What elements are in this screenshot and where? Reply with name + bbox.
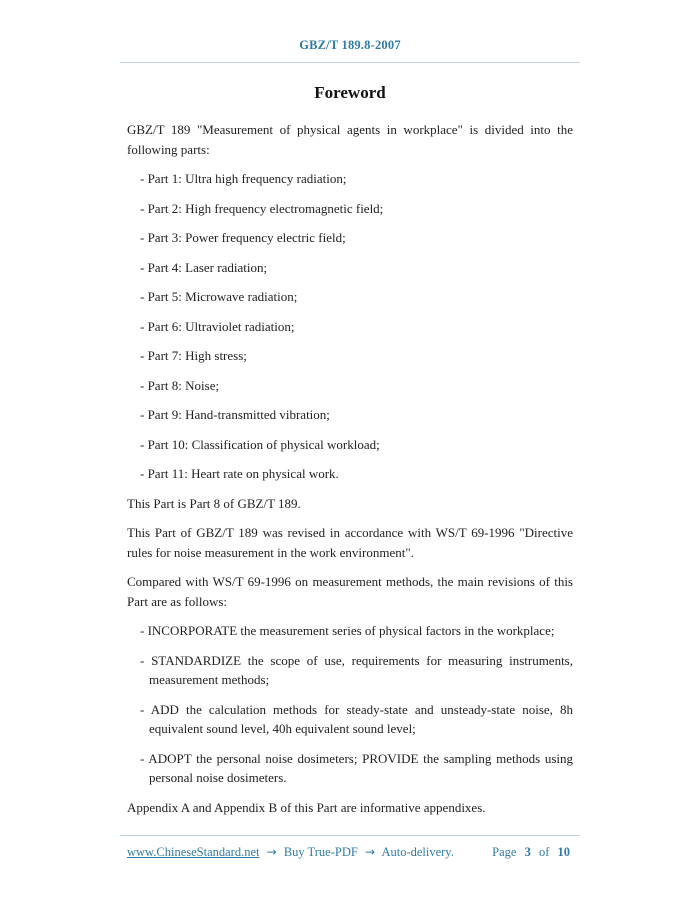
parts-list-item: - Part 2: High frequency electromagnetic field;: [140, 200, 384, 216]
parts-list-item: - Part 6: Ultraviolet radiation;: [140, 318, 295, 334]
comparison-paragraph: Compared with WS/T 69-1996 on measurement methods, the main revisions of this Part are as follows:: [127, 574, 573, 609]
revisions-list-item: - STANDARDIZE the scope of use, requirements for measuring instruments, measurement methods;: [140, 652, 573, 687]
footer: [127, 845, 573, 860]
revisions-list-item: - ADD the calculation methods for steady-state and unsteady-state noise, 8h equivalent sound level, 40h equivalent sound level;: [140, 701, 573, 736]
header-divider: [120, 62, 580, 63]
revisions-list-item: - ADOPT the personal noise dosimeters; PROVIDE the sampling methods using personal noise dosimeters.: [140, 750, 573, 785]
page-label: Page: [492, 845, 517, 859]
arrow-icon: →: [364, 845, 375, 859]
doc-number: GBZ/T 189.8-2007: [299, 38, 401, 52]
revision-source-paragraph: This Part of GBZ/T 189 was revised in accordance with WS/T 69-1996 "Directive rules for noise measurement in the work environment".: [127, 525, 573, 560]
parts-list-item: - Part 8: Noise;: [140, 377, 220, 393]
parts-list-item: - Part 7: High stress;: [140, 348, 247, 363]
parts-list-item: - Part 10: Classification of physical workload;: [140, 436, 380, 452]
parts-list-item: - Part 3: Power frequency electric field;: [140, 230, 346, 245]
site-link[interactable]: www.ChineseStandard.net: [127, 845, 260, 859]
closing-paragraph: Appendix A and Appendix B of this Part are informative appendixes.: [127, 799, 486, 815]
page-title: Foreword: [314, 83, 386, 102]
footer-promo: [127, 845, 458, 860]
parts-list-item: - Part 9: Hand-transmitted vibration;: [140, 407, 330, 422]
revisions-list: [127, 621, 573, 788]
revisions-list-item: - INCORPORATE the measurement series of physical factors in the workplace;: [140, 623, 555, 638]
parts-list-item: - Part 11: Heart rate on physical work.: [140, 466, 339, 481]
page-current: 3: [524, 845, 531, 859]
parts-list-item: - Part 4: Laser radiation;: [140, 259, 268, 275]
arrow-icon: →: [266, 845, 277, 859]
parts-list-item: - Part 1: Ultra high frequency radiation;: [140, 171, 347, 186]
buy-label: Buy True-PDF: [283, 845, 358, 859]
intro-paragraph: GBZ/T 189 "Measurement of physical agents in workplace" is divided into the following parts:: [127, 122, 573, 157]
part8-paragraph: This Part is Part 8 of GBZ/T 189.: [127, 495, 301, 511]
parts-list-item: - Part 5: Microwave radiation;: [140, 289, 298, 304]
of-label: of: [538, 845, 550, 859]
footer-divider: [120, 835, 580, 836]
page-total: 10: [557, 845, 570, 859]
parts-list: [127, 169, 573, 484]
delivery-label: Auto-delivery.: [381, 845, 454, 859]
content-area: [127, 120, 573, 817]
page-indicator: [490, 845, 573, 860]
